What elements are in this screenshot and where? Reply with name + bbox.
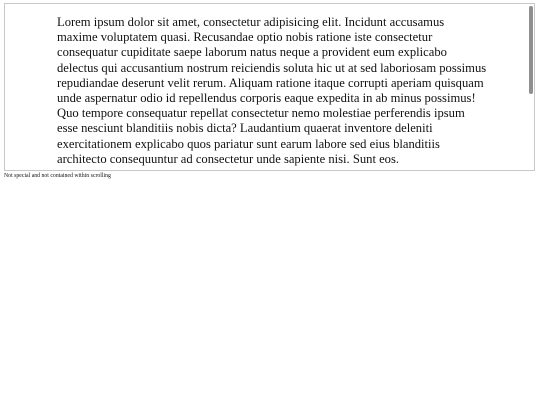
- scroll-paragraph: Lorem ipsum dolor sit amet, consectetur adipisicing elit. Incidunt accusamus maxime voluptatem quasi. Recusandae optio nobis ratione iste consectetur consequatur cupiditate saepe laborum natus neque a provident eum explicabo delectus qui accusantium nostrum reiciendis soluta hic ut at sed laboriosam possimus repudiandae deserunt velit rerum. Aliquam ratione itaque corrupti aperiam quisquam unde aspernatur odio id repellendus corporis eaque expedita in ab minus possimus! Quo tempore consequatur repellat consectetur nemo molestiae perferendis ipsum esse nesciunt blanditiis nobis dicta? Laudantium quaerat inventore deleniti exercitationem explicabo quos pariatur sunt earum labore sed eius blanditiis architecto consequuntur ad consectetur unde sapiente nisi. Sunt eos.: [57, 15, 487, 166]
- scroll-container[interactable]: [4, 3, 535, 171]
- scrollbar-thumb[interactable]: [529, 6, 533, 94]
- vertical-scrollbar[interactable]: [526, 4, 534, 170]
- caption-text: Not special and not contained within scrolling: [4, 173, 111, 179]
